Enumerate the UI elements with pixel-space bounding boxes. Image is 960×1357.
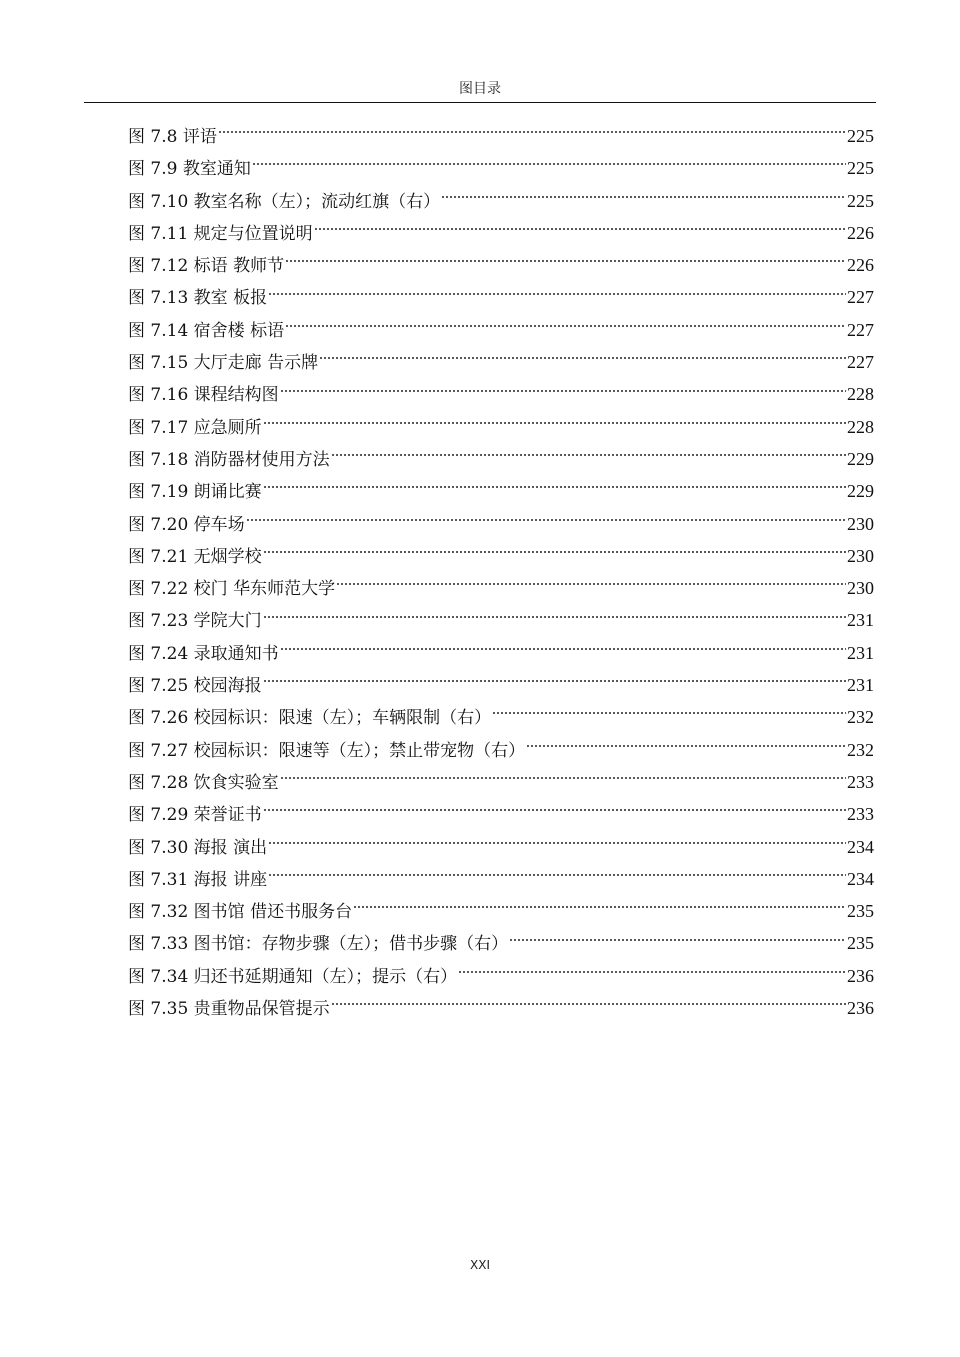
dot-leader xyxy=(263,422,846,424)
toc-entry-page-number: 229 xyxy=(847,448,874,469)
toc-entry[interactable] xyxy=(128,572,874,604)
dot-leader xyxy=(492,712,846,714)
toc-entry-label: 图 7.13 教室 板报 xyxy=(128,288,268,309)
dot-leader xyxy=(509,939,846,941)
toc-entry[interactable] xyxy=(128,927,874,959)
toc-entry-page-number: 232 xyxy=(847,739,874,760)
toc-entry-page-number: 232 xyxy=(847,707,874,728)
toc-entry[interactable] xyxy=(128,314,874,346)
toc-entry-page-number: 233 xyxy=(847,804,874,825)
toc-entry-page-number: 228 xyxy=(847,384,874,405)
dot-leader xyxy=(526,745,846,747)
toc-entry-label: 图 7.10 教室名称（左）；流动红旗（右） xyxy=(128,191,441,212)
toc-entry-label: 图 7.31 海报 讲座 xyxy=(128,869,268,890)
toc-entry-label: 图 7.11 规定与位置说明 xyxy=(128,223,313,244)
dot-leader xyxy=(314,228,846,230)
dot-leader xyxy=(285,325,846,327)
toc-entry-page-number: 227 xyxy=(847,287,874,308)
toc-entry-label: 图 7.24 录取通知书 xyxy=(128,643,279,664)
dot-leader xyxy=(246,519,846,521)
toc-entry-page-number: 234 xyxy=(847,836,874,857)
dot-leader xyxy=(319,357,846,359)
toc-entry-page-number: 236 xyxy=(847,998,874,1019)
dot-leader xyxy=(268,874,846,876)
toc-entry-label: 图 7.16 课程结构图 xyxy=(128,385,279,406)
toc-entry[interactable] xyxy=(128,378,874,410)
toc-entry-label: 图 7.18 消防器材使用方法 xyxy=(128,449,330,470)
dot-leader xyxy=(331,454,846,456)
toc-entry-page-number: 233 xyxy=(847,771,874,792)
toc-entry-label: 图 7.22 校门 华东师范大学 xyxy=(128,579,336,600)
toc-entry[interactable] xyxy=(128,992,874,1024)
toc-entry-label: 图 7.8 评语 xyxy=(128,127,217,147)
toc-entry[interactable] xyxy=(128,443,874,475)
toc-entry[interactable] xyxy=(128,249,874,281)
dot-leader xyxy=(285,260,846,262)
toc-entry-page-number: 235 xyxy=(847,933,874,954)
dot-leader xyxy=(263,551,846,553)
toc-entry[interactable] xyxy=(128,411,874,443)
toc-entry-label: 图 7.29 荣誉证书 xyxy=(128,805,262,826)
toc-entry[interactable] xyxy=(128,831,874,863)
dot-leader xyxy=(280,648,846,650)
toc-entry-label: 图 7.15 大厅走廊 告示牌 xyxy=(128,353,319,374)
toc-entry-page-number: 236 xyxy=(847,965,874,986)
toc-entry-label: 图 7.27 校园标识：限速等（左）；禁止带宠物（右） xyxy=(128,740,526,761)
toc-entry[interactable] xyxy=(128,734,874,766)
dot-leader xyxy=(218,131,846,133)
toc-entry-label: 图 7.34 归还书延期通知（左）；提示（右） xyxy=(128,966,458,987)
dot-leader xyxy=(263,809,846,811)
page-header-title: 图目录 xyxy=(459,81,501,97)
toc-entry-label: 图 7.28 饮食实验室 xyxy=(128,772,279,793)
toc-entry-page-number: 235 xyxy=(847,901,874,922)
toc-entry-page-number: 230 xyxy=(847,578,874,599)
toc-entry[interactable] xyxy=(128,217,874,249)
toc-entry[interactable] xyxy=(128,540,874,572)
toc-entry-page-number: 226 xyxy=(847,222,874,243)
toc-entry-label: 图 7.12 标语 教师节 xyxy=(128,256,285,277)
dot-leader xyxy=(280,390,846,392)
toc-entry[interactable] xyxy=(128,120,874,152)
toc-entry-label: 图 7.20 停车场 xyxy=(128,514,245,535)
toc-entry[interactable] xyxy=(128,475,874,507)
toc-entry-page-number: 228 xyxy=(847,416,874,437)
toc-entry-page-number: 230 xyxy=(847,513,874,534)
toc-entry-page-number: 229 xyxy=(847,481,874,502)
toc-entry[interactable] xyxy=(128,798,874,830)
toc-entry-label: 图 7.19 朗诵比赛 xyxy=(128,482,262,503)
dot-leader xyxy=(458,971,846,973)
toc-entry[interactable] xyxy=(128,863,874,895)
toc-entry-page-number: 225 xyxy=(847,126,874,146)
toc-entry[interactable] xyxy=(128,895,874,927)
toc-entry[interactable] xyxy=(128,508,874,540)
toc-entry-page-number: 227 xyxy=(847,352,874,373)
toc-entry-page-number: 227 xyxy=(847,319,874,340)
dot-leader xyxy=(331,1003,846,1005)
dot-leader xyxy=(441,196,846,198)
toc-entry-label: 图 7.26 校园标识：限速（左）；车辆限制（右） xyxy=(128,708,492,729)
toc-entry[interactable] xyxy=(128,637,874,669)
toc-entry-page-number: 225 xyxy=(847,190,874,211)
toc-entry-label: 图 7.25 校园海报 xyxy=(128,676,262,697)
dot-leader xyxy=(268,293,846,295)
toc-entry[interactable] xyxy=(128,346,874,378)
toc-entry-page-number: 234 xyxy=(847,868,874,889)
toc-entry-page-number: 231 xyxy=(847,675,874,696)
dot-leader xyxy=(263,680,846,682)
toc-entry-label: 图 7.33 图书馆：存物步骤（左）；借书步骤（右） xyxy=(128,934,509,955)
toc-entry-page-number: 231 xyxy=(847,642,874,663)
toc-entry[interactable] xyxy=(128,185,874,217)
dot-leader xyxy=(353,906,846,908)
toc-entry-label: 图 7.30 海报 演出 xyxy=(128,837,268,858)
dot-leader xyxy=(280,777,846,779)
toc-entry-page-number: 225 xyxy=(847,158,874,179)
toc-entry-label: 图 7.9 教室通知 xyxy=(128,159,251,180)
toc-entry[interactable] xyxy=(128,960,874,992)
dot-leader xyxy=(336,583,846,585)
toc-entry[interactable] xyxy=(128,281,874,313)
toc-entry-page-number: 230 xyxy=(847,545,874,566)
dot-leader xyxy=(263,486,846,488)
toc-entry[interactable] xyxy=(128,701,874,733)
toc-entry[interactable] xyxy=(128,766,874,798)
dot-leader xyxy=(252,163,846,165)
dot-leader xyxy=(263,616,846,618)
toc-entry-label: 图 7.23 学院大门 xyxy=(128,611,262,632)
figure-list xyxy=(128,120,874,1024)
toc-entry-page-number: 231 xyxy=(847,610,874,631)
toc-entry[interactable] xyxy=(128,152,874,184)
toc-entry[interactable] xyxy=(128,604,874,636)
toc-entry-label: 图 7.35 贵重物品保管提示 xyxy=(128,999,330,1020)
header-divider xyxy=(84,102,876,103)
toc-entry-label: 图 7.21 无烟学校 xyxy=(128,546,262,567)
page-number: XXI xyxy=(470,1258,490,1272)
toc-entry-label: 图 7.17 应急厕所 xyxy=(128,417,262,438)
toc-entry-page-number: 226 xyxy=(847,255,874,276)
toc-entry-label: 图 7.32 图书馆 借还书服务台 xyxy=(128,902,353,923)
toc-entry-label: 图 7.14 宿舍楼 标语 xyxy=(128,320,285,341)
toc-entry[interactable] xyxy=(128,669,874,701)
dot-leader xyxy=(268,842,846,844)
